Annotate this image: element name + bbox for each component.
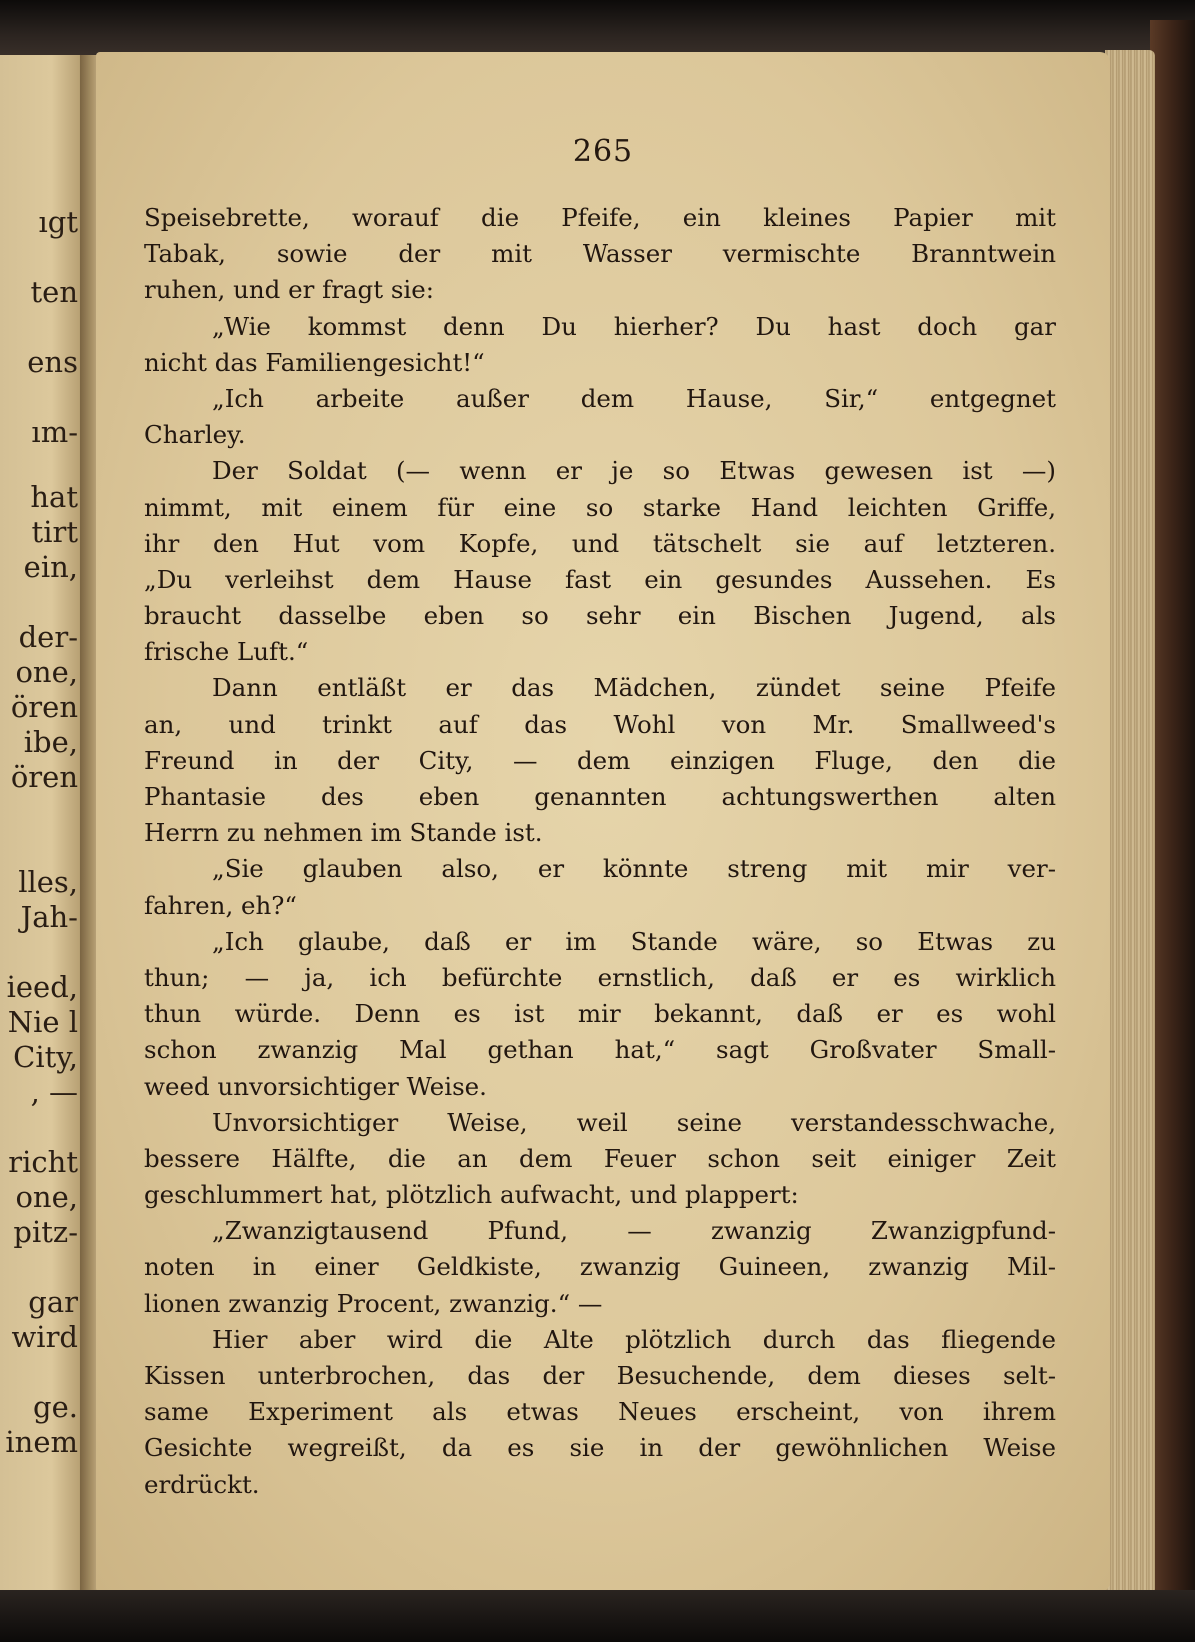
text-line: „Ich arbeite außer dem Hause, Sir,“ entgegnet [212, 383, 1056, 413]
left-page-fragment: gar [28, 1285, 78, 1319]
left-page-fragment: der- [18, 620, 78, 654]
text-line: fahren, eh?“ [144, 890, 297, 920]
text-line: „Sie glauben also, er könnte streng mit mir ver- [212, 854, 1056, 884]
body-text [144, 200, 1056, 1503]
text-line: ruhen, und er fragt sie: [144, 275, 435, 305]
left-page-fragment: pitz- [13, 1215, 78, 1249]
text-line: Charley. [144, 420, 246, 450]
text-line: thun; — ja, ich befürchte ernstlich, daß er es wirklich [144, 962, 1056, 992]
text-line: nicht das Familiengesicht!“ [144, 347, 485, 377]
text-line: „Zwanzigtausend Pfund, — zwanzig Zwanzigpfund- [212, 1216, 1056, 1246]
left-page-fragment: Jah- [20, 900, 78, 934]
left-page-fragment: tirt [31, 515, 78, 549]
left-page-fragment: City, [13, 1040, 78, 1074]
text-line: schon zwanzig Mal gethan hat,“ sagt Großvater Small- [144, 1035, 1056, 1065]
page-number: 265 [572, 134, 634, 169]
text-line: Phantasie des eben genannten achtungswerthen alten [144, 782, 1056, 811]
text-line: nimmt, mit einem für eine so starke Hand leichten Griffe, [144, 492, 1056, 522]
left-page-fragment: ein, [23, 550, 78, 584]
book-cover-right [1150, 20, 1195, 1620]
text-line: braucht dasselbe eben so sehr ein Bischen Jugend, als [144, 601, 1056, 631]
left-page-fragment: wird [11, 1320, 78, 1354]
text-line: noten in einer Geldkiste, zwanzig Guineen, zwanzig Mil- [144, 1252, 1056, 1282]
left-page-fragment: lles, [18, 865, 78, 899]
left-page-fragment: ören [10, 760, 78, 794]
text-line: Gesichte wegreißt, da es sie in der gewöhnlichen Weise [144, 1433, 1056, 1463]
left-page-fragment: one, [15, 655, 78, 689]
text-line: Dann entläßt er das Mädchen, zündet seine Pfeife [212, 673, 1056, 703]
left-page-fragment: hat [30, 480, 78, 514]
left-page [0, 55, 86, 1595]
text-line: Speisebrette, worauf die Pfeife, ein kleines Papier mit [144, 203, 1056, 232]
text-line: same Experiment als etwas Neues erscheint, von ihrem [144, 1397, 1056, 1427]
left-page-text [0, 55, 86, 1595]
text-line: bessere Hälfte, die an dem Feuer schon seit einiger Zeit [144, 1143, 1056, 1173]
left-page-fragment: richt [8, 1145, 78, 1179]
book-cover-bottom [0, 1590, 1195, 1642]
text-line: frische Luft.“ [144, 637, 309, 667]
left-page-fragment: ieed, [6, 970, 78, 1004]
text-line: an, und trinkt auf das Wohl von Mr. Smallweed's [144, 709, 1056, 739]
text-line: thun würde. Denn es ist mir bekannt, daß er es wohl [144, 999, 1056, 1029]
text-line: Unvorsichtiger Weise, weil seine verstandesschwache, [212, 1107, 1056, 1137]
page-edges [1105, 50, 1155, 1595]
text-line: geschlummert hat, plötzlich aufwacht, und plappert: [144, 1180, 799, 1210]
book-cover-top [0, 0, 1195, 58]
text-line: Herrn zu nehmen im Stande ist. [144, 818, 543, 848]
left-page-fragment: ıgt [38, 205, 78, 239]
text-line: Freund in der City, — dem einzigen Fluge, den die [144, 745, 1056, 775]
text-line: „Du verleihst dem Hause fast ein gesundes Aussehen. Es [144, 564, 1056, 594]
text-line: Kissen unterbrochen, das der Besuchende, dem dieses selt- [144, 1361, 1056, 1390]
left-page-fragment: ge. [33, 1390, 78, 1424]
left-page-fragment: inem [5, 1425, 78, 1459]
left-page-fragment: ibe, [23, 725, 78, 759]
text-line: „Ich glaube, daß er im Stande wäre, so Etwas zu [212, 926, 1056, 956]
left-page-fragment: one, [15, 1180, 78, 1214]
left-page-fragment: ören [10, 690, 78, 724]
text-line: erdrückt. [144, 1469, 260, 1499]
text-line: ihr den Hut vom Kopfe, und tätschelt sie auf letzteren. [144, 528, 1056, 558]
left-page-fragment: ten [30, 275, 78, 309]
text-line: Tabak, sowie der mit Wasser vermischte Branntwein [144, 239, 1056, 269]
text-line: „Wie kommst denn Du hierher? Du hast doch gar [212, 311, 1056, 341]
left-page-fragment: ens [27, 345, 78, 379]
text-line: Der Soldat (— wenn er je so Etwas gewesen ist —) [212, 456, 1056, 486]
text-line: lionen zwanzig Procent, zwanzig.“ — [144, 1288, 603, 1318]
text-line: Hier aber wird die Alte plötzlich durch das fliegende [212, 1324, 1056, 1354]
left-page-fragment: Nie l [7, 1005, 78, 1039]
text-line: weed unvorsichtiger Weise. [144, 1071, 487, 1101]
left-page-fragment: ım- [31, 415, 78, 449]
right-page [96, 52, 1110, 1592]
left-page-fragment: , — [30, 1075, 78, 1109]
